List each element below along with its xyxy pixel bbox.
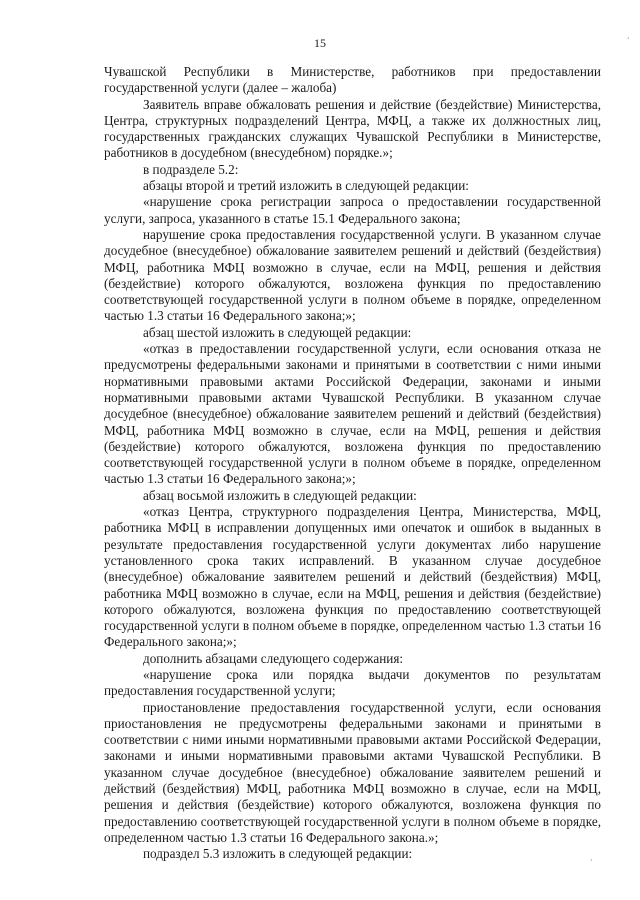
paragraph-6: нарушение срока предоставления государственной услуги. В указанном случае досудебное (внесудебное) обжалование заявителем решений и действий (бездействия) МФЦ, работника МФЦ возможно в случае, если на МФЦ, решения и действия (бездействие) которого обжалуются, возложена функция по предоставлению соответствующей государственной услуги в полном объеме в порядке, определенном частью 1.3 статьи 16 Федерального закона;»; [104,226,601,324]
paragraph-11: дополнить абзацами следующего содержания: [143,650,404,666]
paragraph-2: Заявитель вправе обжаловать решения и действие (бездействие) Министерства, Центра, структурных подразделений Центра, МФЦ, а также их должностных лиц, государственных гражданских служащих Чувашской Республики в Министерстве, работников в досудебном (внесудебном) порядке.»; [104,96,601,161]
paragraph-8: «отказ в предоставлении государственной услуги, если основания отказа не предусмотрены федеральными законами и принятыми в соответствии с ними иными нормативными правовыми актами Российской Федерации, законами и иными нормативными правовыми актами Чувашской Республики. В указанном случае досудебное (внесудебное) обжалование заявителем решений и действий (бездействия) МФЦ, работника МФЦ возможно в случае, если на МФЦ, решения и действия (бездействие) которого обжалуются, возложена функция по предоставлению соответствующей государственной услуги в полном объеме в порядке, определенном частью 1.3 статьи 16 Федерального закона;»; [104,341,601,487]
paragraph-9: абзац восьмой изложить в следующей редакции: [143,487,417,503]
paragraph-10: «отказ Центра, структурного подразделения Центра, Министерства, МФЦ, работника МФЦ в исправлении допущенных ими опечаток и ошибок в выданных в результате предоставления государственной услуги документах либо нарушение установленного срока таких исправлений. В указанном случае досудебное (внесудебное) обжалование заявителем решений и действий (бездействия) МФЦ, работника МФЦ возможно в случае, если на МФЦ, решения и действия (бездействие) которого обжалуются, возложена функция по предоставлению соответствующей государственной услуги в полном объеме в порядке, определенном частью 1.3 статьи 16 Федерального закона;»; [104,504,601,650]
scan-speck: · [590,856,593,865]
paragraph-4: абзацы второй и третий изложить в следующей редакции: [143,178,469,194]
paragraph-1: Чувашской Республики в Министерстве, работников при предоставлении государственной услуги (далее – жалоба) [104,64,601,96]
scan-speck: · [627,34,630,43]
document-body [104,64,601,863]
paragraph-13: приостановление предоставления государственной услуги, если основания приостановления не предусмотрены федеральными законами и принятыми в соответствии с ними иными нормативными правовыми актами Российской Федерации, законами и иными нормативными правовыми актами Чувашской Республики. В указанном случае досудебное (внесудебное) обжалование заявителем решений и действий (бездействия) МФЦ, работника МФЦ возможно в случае, если на МФЦ, решения и действия (бездействие) которого обжалуются, возложена функция по предоставлению соответствующей государственной услуги в полном объеме в порядке, определенном частью 1.3 статьи 16 Федерального закона.»; [104,699,601,845]
paragraph-5: «нарушение срока регистрации запроса о предоставлении государственной услуги, запроса, указанного в статье 15.1 Федерального закона; [104,194,601,226]
page-number: 15 [314,36,326,50]
paragraph-7: абзац шестой изложить в следующей редакции: [143,324,412,340]
paragraph-12: «нарушение срока или порядка выдачи документов по результатам предоставления государственной услуги; [104,666,601,699]
paragraph-14: подраздел 5.3 изложить в следующей редакции: [143,846,413,862]
paragraph-3: в подразделе 5.2: [143,161,239,177]
